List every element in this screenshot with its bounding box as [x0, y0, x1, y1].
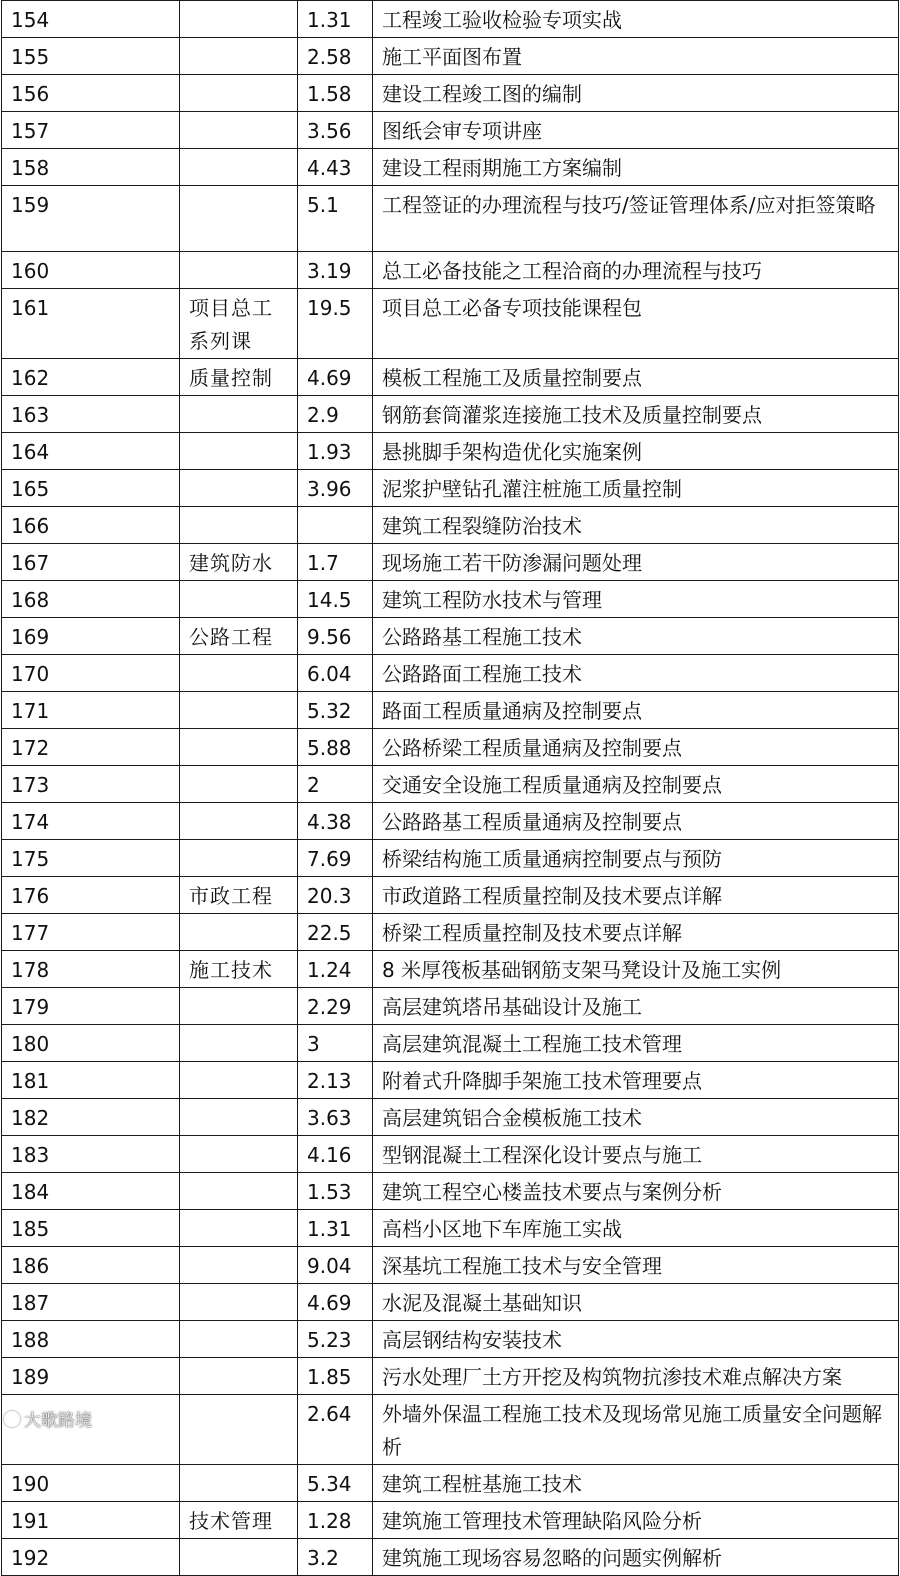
table-row [2, 507, 899, 544]
table-row [2, 544, 899, 581]
category-cell [180, 655, 298, 692]
row-number-cell: 166 [2, 507, 180, 544]
category-cell [180, 1173, 298, 1210]
category-cell [180, 112, 298, 149]
hours-cell: 3.63 [298, 1099, 373, 1136]
course-title-cell: 建筑施工管理技术管理缺陷风险分析 [373, 1502, 899, 1539]
category-cell: 公路工程 [180, 618, 298, 655]
hours-cell: 5.23 [298, 1321, 373, 1358]
table-row [2, 729, 899, 766]
category-cell [180, 1210, 298, 1247]
hours-cell: 1.31 [298, 1, 373, 38]
course-title-cell: 水泥及混凝土基础知识 [373, 1284, 899, 1321]
row-number-cell: 161 [2, 289, 180, 359]
row-number-cell: 168 [2, 581, 180, 618]
table-row [2, 433, 899, 470]
hours-cell: 2 [298, 766, 373, 803]
table-row [2, 186, 899, 252]
row-number-cell: 155 [2, 38, 180, 75]
course-title-cell: 桥梁结构施工质量通病控制要点与预防 [373, 840, 899, 877]
course-title-cell: 建设工程竣工图的编制 [373, 75, 899, 112]
table-row [2, 803, 899, 840]
watermark-text: 大歌路境 [24, 1411, 92, 1431]
table-row [2, 1284, 899, 1321]
row-number-cell: 181 [2, 1062, 180, 1099]
table-row [2, 396, 899, 433]
table-row [2, 38, 899, 75]
course-title-cell: 建筑工程防水技术与管理 [373, 581, 899, 618]
table-row [2, 1025, 899, 1062]
hours-cell: 3 [298, 1025, 373, 1062]
hours-cell: 19.5 [298, 289, 373, 359]
category-cell: 项目总工系列课 [180, 289, 298, 359]
course-title-cell: 市政道路工程质量控制及技术要点详解 [373, 877, 899, 914]
category-cell [180, 1321, 298, 1358]
category-cell [180, 766, 298, 803]
table-row [2, 359, 899, 396]
course-title-cell: 现场施工若干防渗漏问题处理 [373, 544, 899, 581]
hours-cell: 4.69 [298, 359, 373, 396]
hours-cell: 3.56 [298, 112, 373, 149]
category-cell: 质量控制 [180, 359, 298, 396]
course-title-cell: 高层建筑塔吊基础设计及施工 [373, 988, 899, 1025]
row-number-cell: 159 [2, 186, 180, 252]
table-row [2, 988, 899, 1025]
category-cell [180, 1136, 298, 1173]
row-number-cell: 189 [2, 1358, 180, 1395]
category-cell [180, 396, 298, 433]
row-number-cell [2, 1395, 180, 1465]
row-number-cell: 191 [2, 1502, 180, 1539]
table-body [2, 1, 899, 1576]
row-number-cell: 167 [2, 544, 180, 581]
course-title-cell: 施工平面图布置 [373, 38, 899, 75]
category-cell: 市政工程 [180, 877, 298, 914]
hours-cell: 1.85 [298, 1358, 373, 1395]
table-row [2, 618, 899, 655]
course-title-cell: 附着式升降脚手架施工技术管理要点 [373, 1062, 899, 1099]
table-row [2, 1099, 899, 1136]
table-row [2, 1465, 899, 1502]
table-row [2, 1, 899, 38]
table-row [2, 766, 899, 803]
category-cell [180, 186, 298, 252]
hours-cell: 2.64 [298, 1395, 373, 1465]
course-title-cell: 外墙外保温工程施工技术及现场常见施工质量安全问题解析 [373, 1395, 899, 1465]
row-number-cell: 176 [2, 877, 180, 914]
hours-cell: 1.28 [298, 1502, 373, 1539]
row-number-cell: 172 [2, 729, 180, 766]
row-number-cell: 163 [2, 396, 180, 433]
course-title-cell: 深基坑工程施工技术与安全管理 [373, 1247, 899, 1284]
course-title-cell: 悬挑脚手架构造优化实施案例 [373, 433, 899, 470]
hours-cell: 6.04 [298, 655, 373, 692]
row-number-cell: 187 [2, 1284, 180, 1321]
course-title-cell: 公路路面工程施工技术 [373, 655, 899, 692]
row-number-cell: 173 [2, 766, 180, 803]
table-row [2, 877, 899, 914]
hours-cell: 2.58 [298, 38, 373, 75]
hours-cell: 7.69 [298, 840, 373, 877]
table-row [2, 1062, 899, 1099]
course-title-cell: 路面工程质量通病及控制要点 [373, 692, 899, 729]
course-title-cell: 项目总工必备专项技能课程包 [373, 289, 899, 359]
table-row [2, 840, 899, 877]
category-cell [180, 1247, 298, 1284]
hours-cell: 3.96 [298, 470, 373, 507]
table-row [2, 289, 899, 359]
category-cell: 建筑防水 [180, 544, 298, 581]
category-cell: 技术管理 [180, 1502, 298, 1539]
course-title-cell: 高层建筑铝合金模板施工技术 [373, 1099, 899, 1136]
category-cell [180, 38, 298, 75]
row-number-cell: 188 [2, 1321, 180, 1358]
category-cell [180, 1465, 298, 1502]
hours-cell: 5.1 [298, 186, 373, 252]
course-title-cell: 图纸会审专项讲座 [373, 112, 899, 149]
hours-cell: 1.24 [298, 951, 373, 988]
hours-cell: 1.93 [298, 433, 373, 470]
hours-cell [298, 507, 373, 544]
course-title-cell: 高层建筑混凝土工程施工技术管理 [373, 1025, 899, 1062]
row-number-cell: 179 [2, 988, 180, 1025]
hours-cell: 9.56 [298, 618, 373, 655]
course-title-cell: 高档小区地下车库施工实战 [373, 1210, 899, 1247]
row-number-cell: 154 [2, 1, 180, 38]
category-cell [180, 252, 298, 289]
course-title-cell: 工程签证的办理流程与技巧/签证管理体系/应对拒签策略 [373, 186, 899, 252]
table-row [2, 1210, 899, 1247]
course-table [1, 0, 899, 1576]
course-title-cell: 8 米厚筏板基础钢筋支架马凳设计及施工实例 [373, 951, 899, 988]
table-row [2, 655, 899, 692]
category-cell [180, 988, 298, 1025]
row-number-cell: 165 [2, 470, 180, 507]
row-number-cell: 190 [2, 1465, 180, 1502]
table-row [2, 951, 899, 988]
table-row [2, 112, 899, 149]
category-cell [180, 1539, 298, 1576]
hours-cell: 22.5 [298, 914, 373, 951]
course-title-cell: 建筑工程空心楼盖技术要点与案例分析 [373, 1173, 899, 1210]
hours-cell: 2.13 [298, 1062, 373, 1099]
table-row [2, 252, 899, 289]
table-row [2, 581, 899, 618]
course-title-cell: 建设工程雨期施工方案编制 [373, 149, 899, 186]
row-number-cell: 180 [2, 1025, 180, 1062]
course-title-cell: 污水处理厂土方开挖及构筑物抗渗技术难点解决方案 [373, 1358, 899, 1395]
hours-cell: 4.43 [298, 149, 373, 186]
hours-cell: 1.7 [298, 544, 373, 581]
course-title-cell: 建筑施工现场容易忽略的问题实例解析 [373, 1539, 899, 1576]
category-cell [180, 1062, 298, 1099]
row-number-cell: 192 [2, 1539, 180, 1576]
table-row [2, 1321, 899, 1358]
category-cell [180, 75, 298, 112]
course-title-cell: 模板工程施工及质量控制要点 [373, 359, 899, 396]
table-row [2, 914, 899, 951]
table-row [2, 1358, 899, 1395]
category-cell [180, 692, 298, 729]
row-number-cell: 178 [2, 951, 180, 988]
course-title-cell: 公路路基工程施工技术 [373, 618, 899, 655]
category-cell: 施工技术 [180, 951, 298, 988]
category-cell [180, 149, 298, 186]
hours-cell: 4.16 [298, 1136, 373, 1173]
row-number-cell: 174 [2, 803, 180, 840]
course-title-cell: 工程竣工验收检验专项实战 [373, 1, 899, 38]
hours-cell: 1.53 [298, 1173, 373, 1210]
course-title-cell: 桥梁工程质量控制及技术要点详解 [373, 914, 899, 951]
category-cell [180, 914, 298, 951]
course-title-cell: 建筑工程桩基施工技术 [373, 1465, 899, 1502]
hours-cell: 14.5 [298, 581, 373, 618]
table-row [2, 1539, 899, 1576]
row-number-cell: 170 [2, 655, 180, 692]
course-title-cell: 总工必备技能之工程洽商的办理流程与技巧 [373, 252, 899, 289]
category-cell [180, 1025, 298, 1062]
hours-cell: 1.58 [298, 75, 373, 112]
row-number-cell: 157 [2, 112, 180, 149]
row-number-cell: 156 [2, 75, 180, 112]
table-row [2, 1502, 899, 1539]
row-number-cell: 158 [2, 149, 180, 186]
hours-cell: 9.04 [298, 1247, 373, 1284]
course-title-cell: 交通安全设施工程质量通病及控制要点 [373, 766, 899, 803]
table-row [2, 470, 899, 507]
hours-cell: 20.3 [298, 877, 373, 914]
row-number-cell: 175 [2, 840, 180, 877]
course-title-cell: 建筑工程裂缝防治技术 [373, 507, 899, 544]
course-title-cell: 高层钢结构安装技术 [373, 1321, 899, 1358]
course-title-cell: 公路路基工程质量通病及控制要点 [373, 803, 899, 840]
hours-cell: 2.29 [298, 988, 373, 1025]
category-cell [180, 470, 298, 507]
category-cell [180, 581, 298, 618]
category-cell [180, 803, 298, 840]
row-number-cell: 177 [2, 914, 180, 951]
table-row [2, 1395, 899, 1465]
course-title-cell: 钢筋套筒灌浆连接施工技术及质量控制要点 [373, 396, 899, 433]
row-number-cell: 160 [2, 252, 180, 289]
table-row [2, 1136, 899, 1173]
row-number-cell: 171 [2, 692, 180, 729]
hours-cell: 2.9 [298, 396, 373, 433]
row-number-cell: 162 [2, 359, 180, 396]
category-cell [180, 840, 298, 877]
table-row [2, 692, 899, 729]
table-row [2, 149, 899, 186]
row-number-cell: 185 [2, 1210, 180, 1247]
category-cell [180, 1099, 298, 1136]
hours-cell: 5.32 [298, 692, 373, 729]
row-number-cell: 182 [2, 1099, 180, 1136]
hours-cell: 3.2 [298, 1539, 373, 1576]
category-cell [180, 507, 298, 544]
category-cell [180, 433, 298, 470]
category-cell [180, 1284, 298, 1321]
course-title-cell: 公路桥梁工程质量通病及控制要点 [373, 729, 899, 766]
table-row [2, 1247, 899, 1284]
hours-cell: 4.69 [298, 1284, 373, 1321]
hours-cell: 5.34 [298, 1465, 373, 1502]
course-title-cell: 泥浆护壁钻孔灌注桩施工质量控制 [373, 470, 899, 507]
category-cell [180, 729, 298, 766]
table-row [2, 75, 899, 112]
row-number-cell: 184 [2, 1173, 180, 1210]
category-cell [180, 1395, 298, 1465]
hours-cell: 4.38 [298, 803, 373, 840]
course-title-cell: 型钢混凝土工程深化设计要点与施工 [373, 1136, 899, 1173]
hours-cell: 5.88 [298, 729, 373, 766]
row-number-cell: 186 [2, 1247, 180, 1284]
row-number-cell: 183 [2, 1136, 180, 1173]
row-number-cell: 164 [2, 433, 180, 470]
table-row [2, 1173, 899, 1210]
hours-cell: 3.19 [298, 252, 373, 289]
hours-cell: 1.31 [298, 1210, 373, 1247]
category-cell [180, 1, 298, 38]
category-cell [180, 1358, 298, 1395]
row-number-cell: 169 [2, 618, 180, 655]
